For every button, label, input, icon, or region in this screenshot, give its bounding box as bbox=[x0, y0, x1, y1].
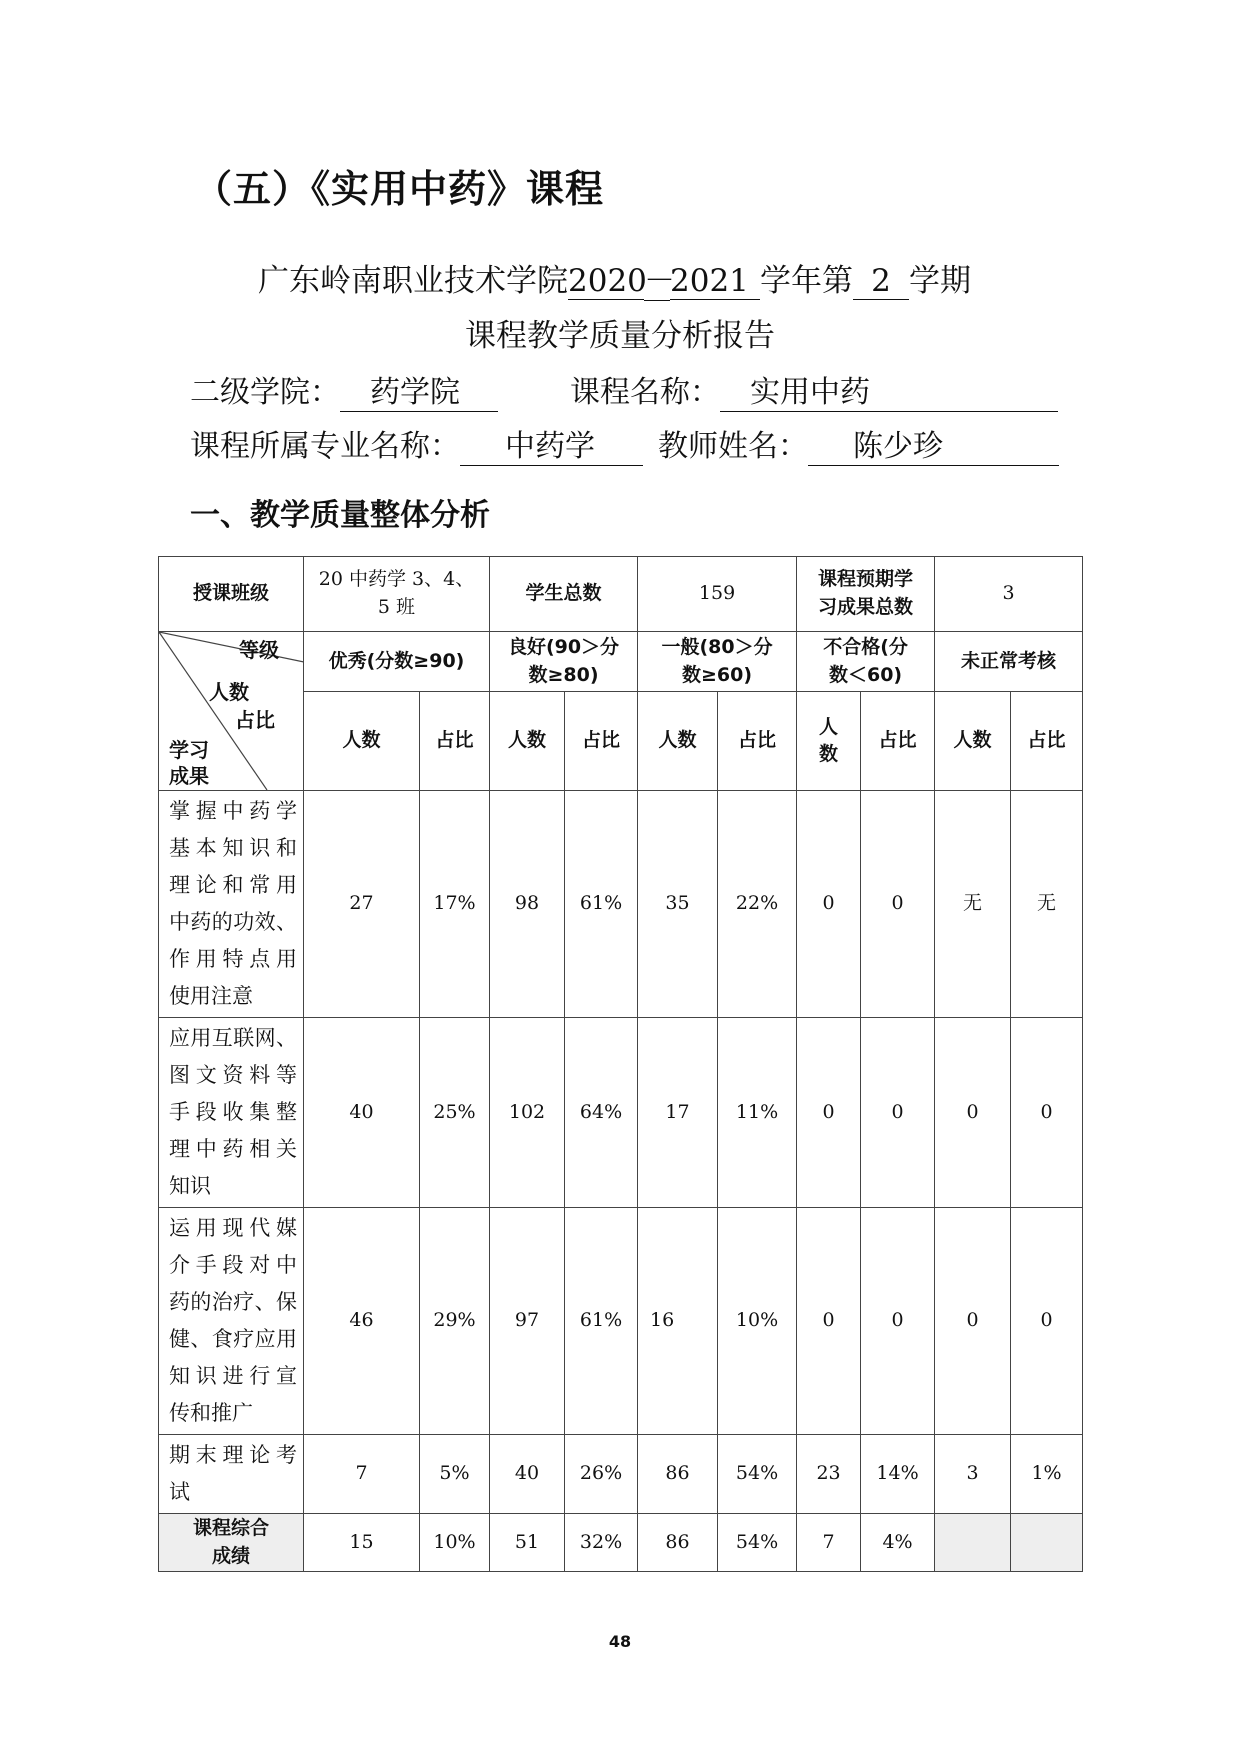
absent-ratio: 0 bbox=[1011, 1018, 1083, 1208]
average-ratio: 54% bbox=[718, 1435, 797, 1514]
info-line-teacher bbox=[658, 421, 1059, 466]
fail-count: 0 bbox=[797, 1208, 861, 1435]
average-count: 17 bbox=[638, 1018, 718, 1208]
major-value: 中药学 bbox=[460, 421, 643, 466]
grade-fail-line1: 不合格(分 bbox=[823, 636, 908, 659]
grade-fail-line2: 数＜60) bbox=[828, 663, 903, 686]
table-row bbox=[159, 1435, 1083, 1514]
section-title: 一、教学质量整体分析 bbox=[190, 498, 490, 533]
report-title: 课程教学质量分析报告 bbox=[465, 318, 775, 354]
average-count: 16 bbox=[638, 1208, 718, 1435]
diag-outcome-line2: 成果 bbox=[169, 764, 209, 788]
course-value: 实用中药 bbox=[720, 367, 1058, 412]
page-number: 48 bbox=[608, 1632, 632, 1651]
term-number: 2 bbox=[853, 263, 909, 300]
total-excellent-count: 15 bbox=[304, 1514, 420, 1572]
average-count: 86 bbox=[638, 1435, 718, 1514]
diag-count: 人数 bbox=[209, 680, 249, 704]
grade-header-row bbox=[159, 632, 1083, 692]
outcomes-value: 3 bbox=[935, 557, 1083, 632]
teacher-label: 教师姓名： bbox=[658, 429, 808, 464]
outcome-line: 使用注意 bbox=[169, 984, 253, 1008]
info-line-major bbox=[190, 421, 643, 466]
grade-good bbox=[490, 632, 638, 692]
diagonal-header-cell bbox=[159, 632, 304, 791]
total-fail-count: 7 bbox=[797, 1514, 861, 1572]
excellent-ratio: 5% bbox=[420, 1435, 490, 1514]
good-ratio: 61% bbox=[565, 791, 638, 1018]
total-average-count: 86 bbox=[638, 1514, 718, 1572]
fail-ratio-header: 占比 bbox=[861, 692, 935, 791]
outcomes-label-line1: 课程预期学 bbox=[818, 568, 914, 591]
fail-ratio: 0 bbox=[861, 1018, 935, 1208]
diag-grade: 等级 bbox=[239, 638, 279, 662]
fail-count: 0 bbox=[797, 791, 861, 1018]
total-label-line2: 成绩 bbox=[211, 1544, 250, 1567]
grade-average-line1: 一般(80＞分 bbox=[661, 636, 773, 659]
total-absent-count bbox=[935, 1514, 1011, 1572]
excellent-ratio: 17% bbox=[420, 791, 490, 1018]
total-fail-ratio: 4% bbox=[861, 1514, 935, 1572]
course-label: 课程名称： bbox=[570, 375, 720, 410]
page-heading: （五）《实用中药》课程 bbox=[194, 167, 605, 211]
report-college-line bbox=[258, 255, 971, 301]
outcome-line: 运用现代媒 bbox=[169, 1216, 297, 1240]
total-label-line1: 课程综合 bbox=[192, 1516, 269, 1539]
fail-count-header-line2: 数 bbox=[819, 743, 839, 766]
excellent-ratio: 29% bbox=[420, 1208, 490, 1435]
term-text: 学期 bbox=[909, 263, 971, 299]
good-ratio-header: 占比 bbox=[565, 692, 638, 791]
students-label: 学生总数 bbox=[490, 557, 638, 632]
class-value bbox=[304, 557, 490, 632]
quality-analysis-table bbox=[158, 556, 1083, 1572]
class-value-line1: 20 中药学 3、4、 bbox=[318, 568, 475, 591]
absent-ratio: 无 bbox=[1011, 791, 1083, 1018]
total-average-ratio: 54% bbox=[718, 1514, 797, 1572]
absent-ratio: 0 bbox=[1011, 1208, 1083, 1435]
major-label: 课程所属专业名称： bbox=[190, 429, 460, 464]
learning-outcome-cell bbox=[159, 1018, 304, 1208]
excellent-count: 27 bbox=[304, 791, 420, 1018]
table-row bbox=[159, 791, 1083, 1018]
good-count: 97 bbox=[490, 1208, 565, 1435]
total-absent-ratio bbox=[1011, 1514, 1083, 1572]
fail-count-header-line1: 人 bbox=[819, 715, 839, 738]
dept-value: 药学院 bbox=[340, 367, 498, 412]
grade-good-line2: 数≥80) bbox=[528, 663, 599, 686]
good-ratio: 26% bbox=[565, 1435, 638, 1514]
outcome-line: 知识进行宣 bbox=[169, 1364, 297, 1388]
absent-count-header: 人数 bbox=[935, 692, 1011, 791]
average-ratio: 22% bbox=[718, 791, 797, 1018]
dept-label: 二级学院： bbox=[190, 375, 340, 410]
class-label: 授课班级 bbox=[159, 557, 304, 632]
outcome-line: 作用特点用 bbox=[169, 947, 297, 971]
outcome-line: 理论和常用 bbox=[169, 873, 297, 897]
outcome-line: 知识 bbox=[169, 1174, 211, 1198]
diag-outcome-line1: 学习 bbox=[169, 738, 209, 762]
outcome-line: 图文资料等 bbox=[169, 1063, 297, 1087]
outcome-line: 理中药相关 bbox=[169, 1137, 297, 1161]
learning-outcome-cell bbox=[159, 1435, 304, 1514]
average-count: 35 bbox=[638, 791, 718, 1018]
class-value-line2: 5 班 bbox=[377, 596, 416, 618]
good-count: 98 bbox=[490, 791, 565, 1018]
total-good-count: 51 bbox=[490, 1514, 565, 1572]
absent-ratio-header: 占比 bbox=[1011, 692, 1083, 791]
outcome-line: 药的治疗、保 bbox=[169, 1290, 297, 1314]
outcome-line: 期末理论考 bbox=[169, 1443, 297, 1467]
absent-count: 无 bbox=[935, 791, 1011, 1018]
absent-count: 3 bbox=[935, 1435, 1011, 1514]
year-start: 2020 bbox=[568, 263, 647, 299]
outcome-line: 健、食疗应用 bbox=[169, 1327, 297, 1351]
fail-ratio: 0 bbox=[861, 791, 935, 1018]
grade-good-line1: 良好(90＞分 bbox=[507, 636, 620, 659]
grade-fail bbox=[797, 632, 935, 692]
excellent-count: 40 bbox=[304, 1018, 420, 1208]
outcome-line: 应用互联网、 bbox=[169, 1026, 297, 1050]
excellent-ratio-header: 占比 bbox=[420, 692, 490, 791]
total-label bbox=[159, 1514, 304, 1572]
total-excellent-ratio: 10% bbox=[420, 1514, 490, 1572]
outcome-line: 中药的功效、 bbox=[169, 910, 297, 934]
total-good-ratio: 32% bbox=[565, 1514, 638, 1572]
grade-absent: 未正常考核 bbox=[935, 632, 1083, 692]
outcome-line: 介手段对中 bbox=[169, 1253, 297, 1277]
learning-outcome-cell bbox=[159, 791, 304, 1018]
good-count-header: 人数 bbox=[490, 692, 565, 791]
excellent-count: 7 bbox=[304, 1435, 420, 1514]
info-line-dept bbox=[190, 367, 498, 412]
year-end: 2021 bbox=[670, 263, 760, 300]
outcome-line: 掌握中药学 bbox=[169, 799, 297, 823]
learning-outcome-cell bbox=[159, 1208, 304, 1435]
average-ratio: 11% bbox=[718, 1018, 797, 1208]
outcomes-label-line2: 习成果总数 bbox=[818, 596, 914, 618]
fail-ratio: 0 bbox=[861, 1208, 935, 1435]
fail-count: 23 bbox=[797, 1435, 861, 1514]
grade-average-line2: 数≥60) bbox=[682, 663, 753, 686]
excellent-count-header: 人数 bbox=[304, 692, 420, 791]
fail-count-header bbox=[797, 692, 861, 791]
good-ratio: 64% bbox=[565, 1018, 638, 1208]
absent-count: 0 bbox=[935, 1208, 1011, 1435]
fail-count: 0 bbox=[797, 1018, 861, 1208]
outcome-line: 基本知识和 bbox=[169, 836, 297, 860]
total-row bbox=[159, 1514, 1083, 1572]
good-ratio: 61% bbox=[565, 1208, 638, 1435]
students-value: 159 bbox=[638, 557, 797, 632]
outcome-line: 传和推广 bbox=[169, 1401, 253, 1425]
year-text: 学年第 bbox=[760, 263, 853, 299]
outcome-line: 手段收集整 bbox=[169, 1100, 297, 1124]
outcomes-label bbox=[797, 557, 935, 632]
college-name: 广东岭南职业技术学院 bbox=[258, 263, 568, 299]
table-row bbox=[159, 1208, 1083, 1435]
info-line-course bbox=[570, 367, 1058, 412]
year-separator: － bbox=[644, 255, 670, 301]
class-info-row bbox=[159, 557, 1083, 632]
absent-ratio: 1% bbox=[1011, 1435, 1083, 1514]
good-count: 102 bbox=[490, 1018, 565, 1208]
grade-average bbox=[638, 632, 797, 692]
grade-excellent: 优秀(分数≥90) bbox=[304, 632, 490, 692]
diag-ratio: 占比 bbox=[235, 708, 275, 732]
teacher-value: 陈少珍 bbox=[808, 421, 1059, 466]
excellent-count: 46 bbox=[304, 1208, 420, 1435]
outcome-line: 试 bbox=[169, 1480, 190, 1504]
table-row bbox=[159, 1018, 1083, 1208]
average-ratio: 10% bbox=[718, 1208, 797, 1435]
average-ratio-header: 占比 bbox=[718, 692, 797, 791]
average-count-header: 人数 bbox=[638, 692, 718, 791]
absent-count: 0 bbox=[935, 1018, 1011, 1208]
excellent-ratio: 25% bbox=[420, 1018, 490, 1208]
fail-ratio: 14% bbox=[861, 1435, 935, 1514]
good-count: 40 bbox=[490, 1435, 565, 1514]
